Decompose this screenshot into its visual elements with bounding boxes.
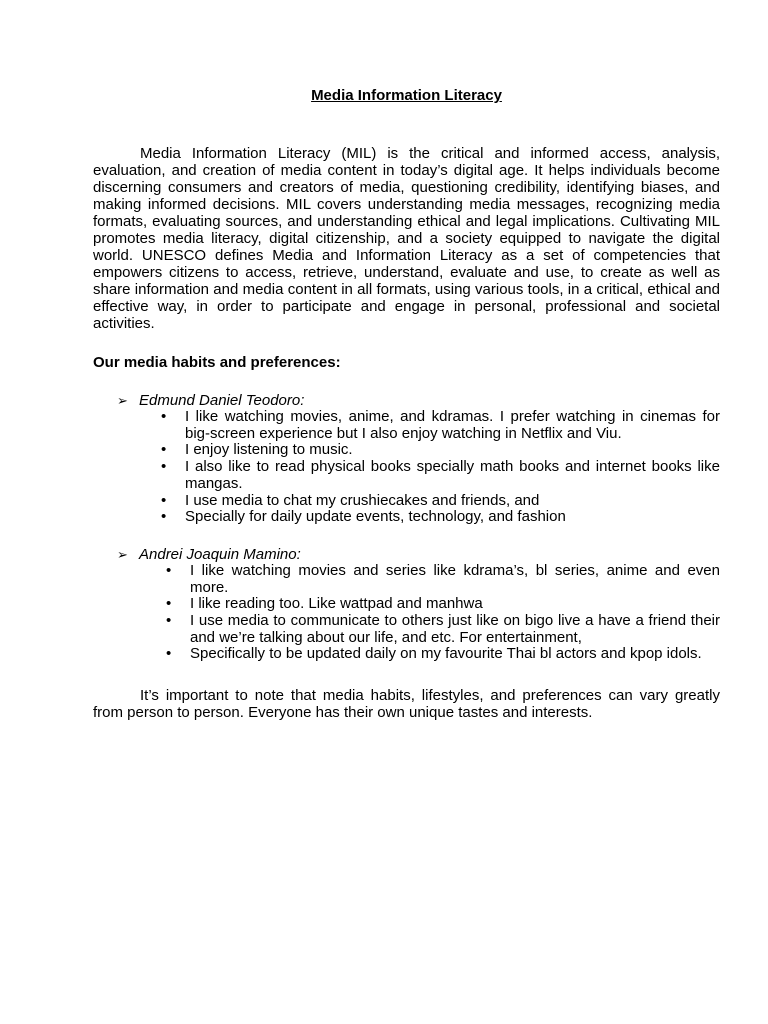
intro-paragraph: Media Information Literacy (MIL) is the critical and informed access, analysis, evaluation, and creation of media content in today’s digital age. It helps individuals become discerning consumers and creators of media, questioning credibility, identifying biases, and making informed decisions. MIL covers understanding media messages, recognizing media formats, evaluating sources, and understanding ethical and legal implications. Cultivating MIL promotes media literacy, digital citizenship, and a society equipped to navigate the digital world. UNESCO defines Media and Information Literacy as a set of competencies that empowers citizens to access, retrieve, understand, evaluate and use, to create as well as share information and media content in all formats, using various tools, in a critical, ethical and effective way, in order to participate and engage in personal, professional and societal activities. (93, 145, 720, 332)
person-block (93, 546, 720, 663)
bullet-icon: • (166, 612, 172, 630)
person-name-row (93, 392, 720, 409)
list-item-text: I like reading too. Like wattpad and manhwa (190, 595, 483, 613)
closing-paragraph: It’s important to note that media habits, lifestyles, and preferences can vary greatly from person to person. Everyone has their own unique tastes and interests. (93, 687, 720, 722)
list-item-text: I like watching movies, anime, and kdramas. I prefer watching in cinemas for big-screen experience but I also enjoy watching in Netflix and Viu. (185, 408, 720, 442)
person-name-row (93, 546, 720, 563)
list-item-text: I use media to chat my crushiecakes and friends, and (185, 491, 540, 509)
bullet-icon: • (161, 508, 167, 526)
arrow-bullet-icon: ➢ (117, 546, 128, 562)
bullet-icon: • (161, 491, 167, 509)
section-heading: Our media habits and preferences: (93, 354, 341, 371)
habits-list (93, 563, 720, 663)
list-item (93, 493, 720, 510)
person-name: Andrei Joaquin Mamino: (139, 545, 301, 563)
bullet-icon: • (166, 595, 172, 613)
page-title: Media Information Literacy (311, 87, 502, 104)
bullet-icon: • (161, 408, 167, 425)
list-item-text: Specifically to be updated daily on my favourite Thai bl actors and kpop idols. (190, 645, 702, 663)
list-item-text: Specially for daily update events, technology, and fashion (185, 508, 566, 526)
list-item (93, 646, 720, 663)
list-item (93, 442, 720, 459)
document-page (93, 87, 720, 721)
list-item-text: I use media to communicate to others just like on bigo live a have a friend their and we’re talking about our life, and etc. For entertainment, (190, 612, 720, 646)
list-item (93, 459, 720, 492)
person-block (93, 392, 720, 526)
list-item-text: I also like to read physical books specially math books and internet books like mangas. (185, 458, 720, 492)
list-item (93, 596, 720, 613)
arrow-bullet-icon: ➢ (117, 393, 128, 408)
bullet-icon: • (166, 645, 172, 663)
list-item (93, 509, 720, 526)
list-item-text: I like watching movies and series like kdrama’s, bl series, anime and even more. (190, 561, 720, 596)
list-item-text: I enjoy listening to music. (185, 441, 353, 459)
list-item (93, 409, 720, 442)
habits-list (93, 409, 720, 526)
list-item (93, 613, 720, 646)
person-name: Edmund Daniel Teodoro: (139, 392, 305, 409)
bullet-icon: • (166, 561, 172, 579)
bullet-icon: • (161, 441, 167, 459)
bullet-icon: • (161, 458, 167, 476)
list-item (93, 563, 720, 596)
